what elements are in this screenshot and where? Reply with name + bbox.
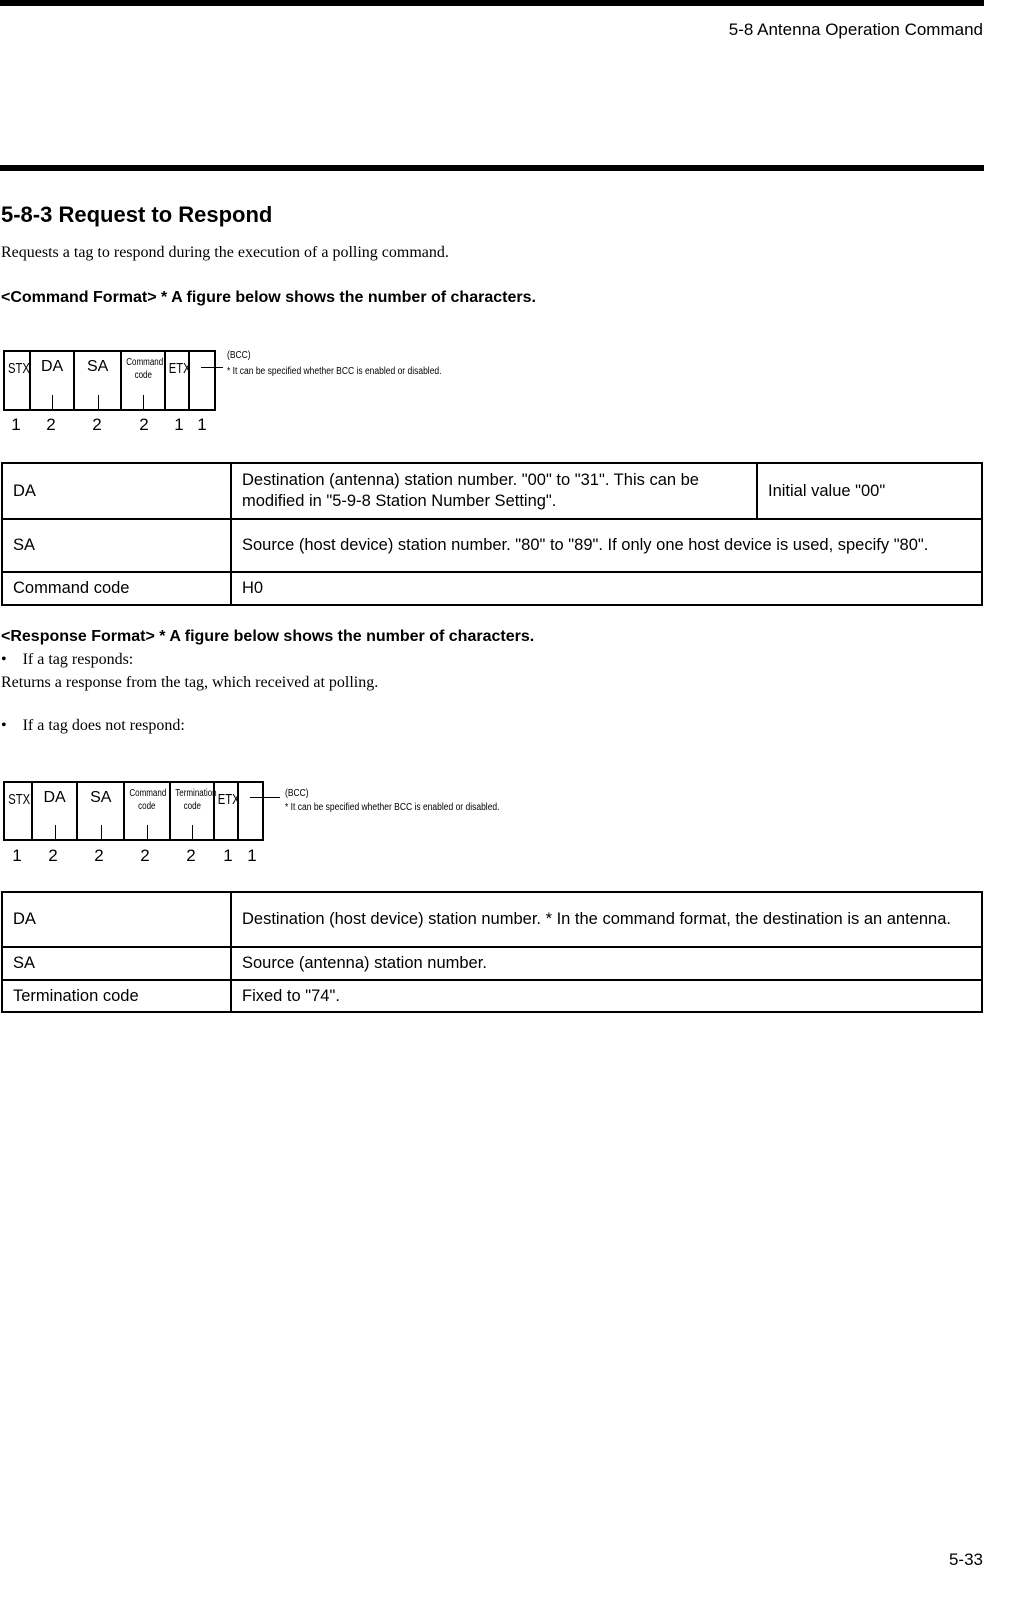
bcc-leader-line [201, 367, 223, 368]
command-format-heading: <Command Format> * A figure below shows the number of characters. [1, 289, 536, 306]
intro-text: Requests a tag to respond during the execution of a polling command. [1, 244, 449, 261]
field-etx: ETX [215, 783, 239, 839]
char-count: 1 [12, 846, 22, 865]
field-bcc [239, 783, 262, 839]
char-count: 2 [46, 415, 56, 434]
field-description: H0 [231, 572, 982, 605]
command-format-diagram [3, 350, 216, 411]
char-count: 2 [139, 415, 149, 434]
field-command-code: Command code [122, 352, 167, 409]
char-count: 2 [186, 846, 196, 865]
char-count: 1 [223, 846, 233, 865]
bcc-note: * It can be specified whether BCC is enabled or disabled. [227, 366, 442, 377]
field-description: Destination (host device) station number. * In the command format, the destination is an antenna. [231, 892, 982, 947]
char-count: 2 [94, 846, 104, 865]
bullet-tag-responds: • If a tag responds: [1, 651, 134, 668]
field-initial-value: Initial value "00" [757, 463, 982, 519]
field-description: Source (antenna) station number. [231, 947, 982, 980]
field-bcc [190, 352, 214, 409]
section-header: 5-8 Antenna Operation Command [728, 20, 983, 39]
field-sa: SA [75, 352, 122, 409]
char-count: 2 [140, 846, 150, 865]
field-da: DA [33, 783, 79, 839]
table-row [2, 892, 982, 947]
table-row [2, 947, 982, 980]
page-number: 5-33 [948, 1550, 983, 1569]
char-count: 1 [197, 415, 207, 434]
bullet-tag-no-response: • If a tag does not respond: [1, 717, 185, 734]
field-description: Fixed to "74". [231, 980, 982, 1012]
bcc-note: * It can be specified whether BCC is enabled or disabled. [285, 802, 500, 813]
field-description: Source (host device) station number. "80" to "89". If only one host device is used, specify "80". [231, 519, 982, 572]
field-da: DA [31, 352, 76, 409]
field-stx: STX [5, 783, 33, 839]
field-name: Termination code [2, 980, 231, 1012]
char-count: 1 [174, 415, 184, 434]
field-description: Destination (antenna) station number. "00" to "31". This can be modified in "5-9-8 Station Number Setting". [231, 463, 757, 519]
char-count: 1 [247, 846, 257, 865]
response-format-heading: <Response Format> * A figure below shows the number of characters. [1, 628, 535, 645]
field-name: DA [2, 463, 231, 519]
char-count: 2 [92, 415, 102, 434]
page-title: 5-8-3 Request to Respond [1, 202, 273, 227]
field-etx: ETX [166, 352, 190, 409]
field-termination-code: Termination code [171, 783, 216, 839]
command-fields-table [1, 462, 983, 606]
bcc-leader-line [250, 797, 280, 798]
table-row [2, 572, 982, 605]
table-row [2, 980, 982, 1012]
response-fields-table [1, 891, 983, 1013]
bcc-label: (BCC) [227, 350, 251, 361]
field-command-code: Command code [125, 783, 171, 839]
field-sa: SA [78, 783, 125, 839]
bcc-label: (BCC) [285, 788, 309, 799]
char-count: 2 [48, 846, 58, 865]
char-count: 1 [11, 415, 21, 434]
table-row [2, 463, 982, 519]
field-name: Command code [2, 572, 231, 605]
title-rule [0, 165, 984, 171]
field-name: DA [2, 892, 231, 947]
field-name: SA [2, 519, 231, 572]
response-format-diagram [3, 781, 264, 841]
bullet-tag-responds-text: Returns a response from the tag, which received at polling. [1, 674, 379, 691]
top-rule [0, 0, 984, 6]
field-name: SA [2, 947, 231, 980]
table-row [2, 519, 982, 572]
field-stx: STX [5, 352, 31, 409]
